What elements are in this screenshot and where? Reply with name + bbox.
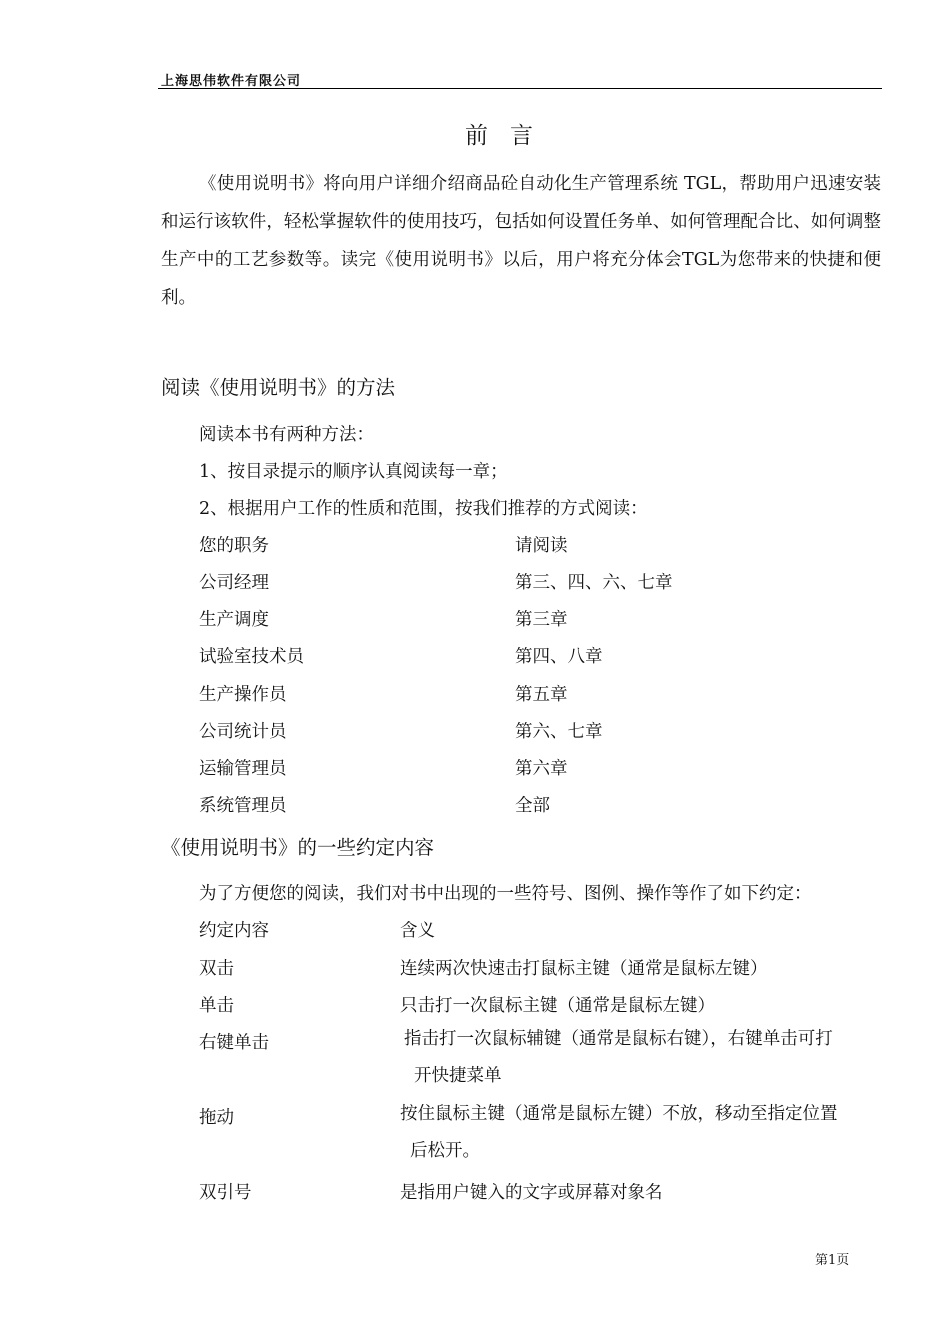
header-company-name: 上海思伟软件有限公司 (161, 74, 302, 89)
table-row-role: 生产操作员 (199, 685, 287, 705)
table-row-chapters: 第六、七章 (515, 722, 603, 742)
table-row-role: 公司统计员 (199, 722, 287, 742)
section-heading-reading-method: 阅读《使用说明书》的方法 (161, 376, 396, 399)
intro-paragraph: 《使用说明书》将向用户详细介绍商品砼自动化生产管理系统 TGL，帮助用户迅速安装和运行该软件，轻松掌握软件的使用技巧，包括如何设置任务单、如何管理配合比、如何调整生产中的工艺参数等。读完《使用说明书》以后，用户将充分体会TGL为您带来的快捷和便利。 (161, 174, 881, 308)
table-row-chapters: 第四、八章 (515, 647, 603, 667)
reading-intro-line: 阅读本书有两种方法： (199, 425, 374, 445)
page-title: 前言 (465, 123, 555, 149)
section-heading-conventions: 《使用说明书》的一些约定内容 (161, 836, 435, 859)
reading-method-2: 2、根据用户工作的性质和范围，按我们推荐的方式阅读： (199, 499, 648, 519)
table-row-chapters: 第三章 (515, 610, 568, 630)
table-row-role: 生产调度 (199, 610, 269, 630)
table-row-meaning (400, 1096, 884, 1170)
table-row-term: 单击 (199, 996, 234, 1016)
page-number: 第1页 (815, 1253, 850, 1268)
table-row-chapters: 第六章 (515, 759, 568, 779)
table-row-chapters: 第三、四、六、七章 (515, 573, 673, 593)
table-row-chapters: 第五章 (515, 685, 568, 705)
table-row-term: 拖动 (199, 1108, 234, 1128)
table-row-role: 运输管理员 (199, 759, 287, 779)
table-row-term: 双引号 (199, 1183, 252, 1203)
table-row-term: 双击 (199, 959, 234, 979)
header-divider (158, 88, 882, 89)
table-row-meaning (404, 1021, 888, 1095)
meaning-line-2: 后松开。 (410, 1141, 480, 1161)
conventions-header-meaning: 含义 (400, 921, 435, 941)
meaning-line-1: 按住鼠标主键（通常是鼠标左键）不放，移动至指定位置 (400, 1104, 838, 1124)
meaning-line-2: 开快捷菜单 (414, 1066, 502, 1086)
table-row-role: 系统管理员 (199, 796, 287, 816)
conventions-header-term: 约定内容 (199, 921, 269, 941)
table-row-meaning: 只击打一次鼠标主键（通常是鼠标左键） (400, 996, 715, 1016)
table-row-chapters: 全部 (515, 796, 550, 816)
table-row-meaning: 是指用户键入的文字或屏幕对象名 (400, 1183, 663, 1203)
reading-table-header-role: 您的职务 (199, 536, 269, 556)
table-row-role: 试验室技术员 (199, 647, 304, 667)
table-row-meaning: 连续两次快速击打鼠标主键（通常是鼠标左键） (400, 959, 768, 979)
conventions-intro-line: 为了方便您的阅读，我们对书中出现的一些符号、图例、操作等作了如下约定： (199, 884, 812, 904)
reading-table-header-chapters: 请阅读 (515, 536, 568, 556)
reading-method-1: 1、按目录提示的顺序认真阅读每一章； (199, 462, 508, 482)
meaning-line-1: 指击打一次鼠标辅键（通常是鼠标右键），右键单击可打 (404, 1029, 833, 1049)
table-row-role: 公司经理 (199, 573, 269, 593)
table-row-term: 右键单击 (199, 1033, 269, 1053)
